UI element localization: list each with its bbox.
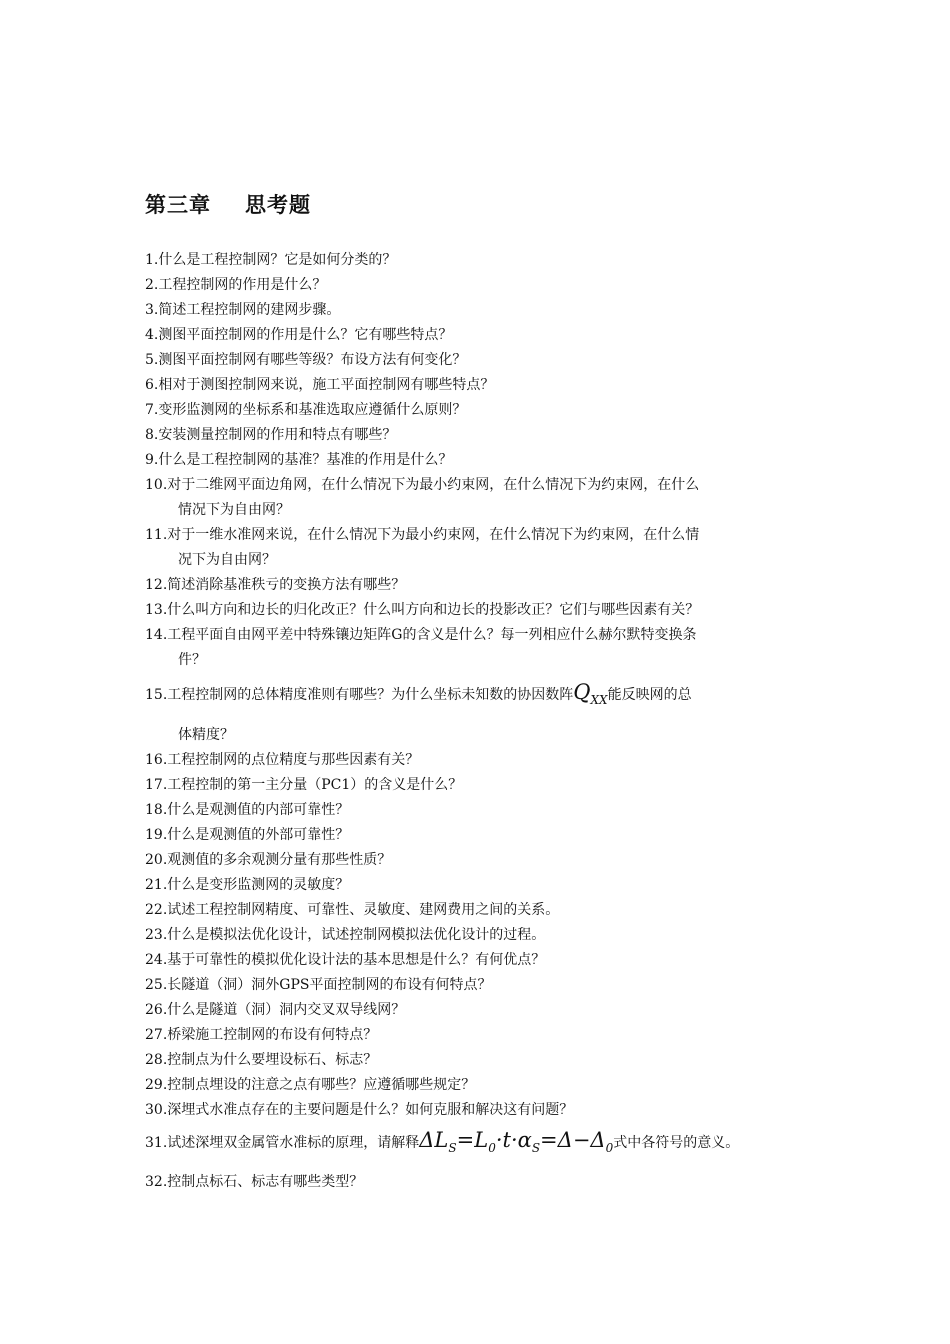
question-12: 12.简述消除基准秩亏的变换方法有哪些？ xyxy=(145,577,406,593)
question-22: 22.试述工程控制网精度、可靠性、灵敏度、建网费用之间的关系。 xyxy=(145,902,560,918)
question-9: 9.什么是工程控制网的基准？基准的作用是什么？ xyxy=(145,452,453,468)
question-16: 16.工程控制网的点位精度与那些因素有关？ xyxy=(145,752,420,768)
question-4: 4.测图平面控制网的作用是什么？它有哪些特点？ xyxy=(145,327,453,343)
question-29: 29.控制点埋设的注意之点有哪些？应遵循哪些规定？ xyxy=(145,1077,476,1093)
question-24: 24.基于可靠性的模拟优化设计法的基本思想是什么？有何优点？ xyxy=(145,952,546,968)
question-31: 31.试述深埋双金属管水准标的原理，请解释$\Delta L_S=L_0\cdot t\cdot\alpha_S=\Delta-\Delta_0$式中各符号的意义。 xyxy=(145,1128,740,1155)
question-10: 10.对于二维网平面边角网，在什么情况下为最小约束网，在什么情况下为约束网，在什么 情况下为自由网？ xyxy=(145,477,700,518)
question-19: 19.什么是观测值的外部可靠性？ xyxy=(145,827,350,843)
question-3: 3.简述工程控制网的建网步骤。 xyxy=(145,302,341,318)
question-15: 15.工程控制网的总体精度准则有哪些？为什么坐标未知数的协因数阵$Q_{XX}$能反映网的总 xyxy=(145,680,692,707)
question-23: 23.什么是模拟法优化设计，试述控制网模拟法优化设计的过程。 xyxy=(145,927,546,943)
qxx-symbol: $Q_{XX}$ xyxy=(573,680,608,707)
question-26: 26.什么是隧道（洞）洞内交叉双导线网？ xyxy=(145,1002,406,1018)
question-6: 6.相对于测图控制网来说，施工平面控制网有哪些特点？ xyxy=(145,377,495,393)
chapter-title xyxy=(145,189,311,219)
formula: $\Delta L_S=L_0\cdot t\cdot\alpha_S=\Delta-\Delta_0$ xyxy=(419,1128,614,1155)
question-21: 21.什么是变形监测网的灵敏度？ xyxy=(145,877,350,893)
question-5: 5.测图平面控制网有哪些等级？布设方法有何变化？ xyxy=(145,352,467,368)
question-7: 7.变形监测网的坐标系和基准选取应遵循什么原则？ xyxy=(145,402,467,418)
question-20: 20.观测值的多余观测分量有那些性质？ xyxy=(145,852,392,868)
question-32: 32.控制点标石、标志有哪些类型？ xyxy=(145,1174,364,1190)
question-18: 18.什么是观测值的内部可靠性？ xyxy=(145,802,350,818)
question-25: 25.长隧道（洞）洞外GPS平面控制网的布设有何特点？ xyxy=(145,977,492,993)
question-27: 27.桥梁施工控制网的布设有何特点？ xyxy=(145,1027,378,1043)
question-2: 2.工程控制网的作用是什么？ xyxy=(145,277,327,293)
question-28: 28.控制点为什么要埋设标石、标志？ xyxy=(145,1052,378,1068)
question-13: 13.什么叫方向和边长的归化改正？什么叫方向和边长的投影改正？它们与哪些因素有关？ xyxy=(145,602,700,618)
question-1: 1.什么是工程控制网？它是如何分类的？ xyxy=(145,252,397,268)
question-17: 17.工程控制的第一主分量（PC1）的含义是什么？ xyxy=(145,777,463,793)
question-14: 14.工程平面自由网平差中特殊镶边矩阵G的含义是什么？每一列相应什么赫尔默特变换条 件？ xyxy=(145,627,697,668)
question-11: 11.对于一维水准网来说，在什么情况下为最小约束网，在什么情况下为约束网，在什么情 况下为自由网？ xyxy=(145,527,700,568)
question-8: 8.安装测量控制网的作用和特点有哪些？ xyxy=(145,427,397,443)
chapter-heading: 思考题 xyxy=(245,193,311,217)
chapter-number: 第三章 xyxy=(145,193,211,217)
question-30: 30.深埋式水准点存在的主要问题是什么？如何克服和解决这有问题？ xyxy=(145,1102,574,1118)
question-15-continuation: 体精度？ xyxy=(178,727,234,743)
